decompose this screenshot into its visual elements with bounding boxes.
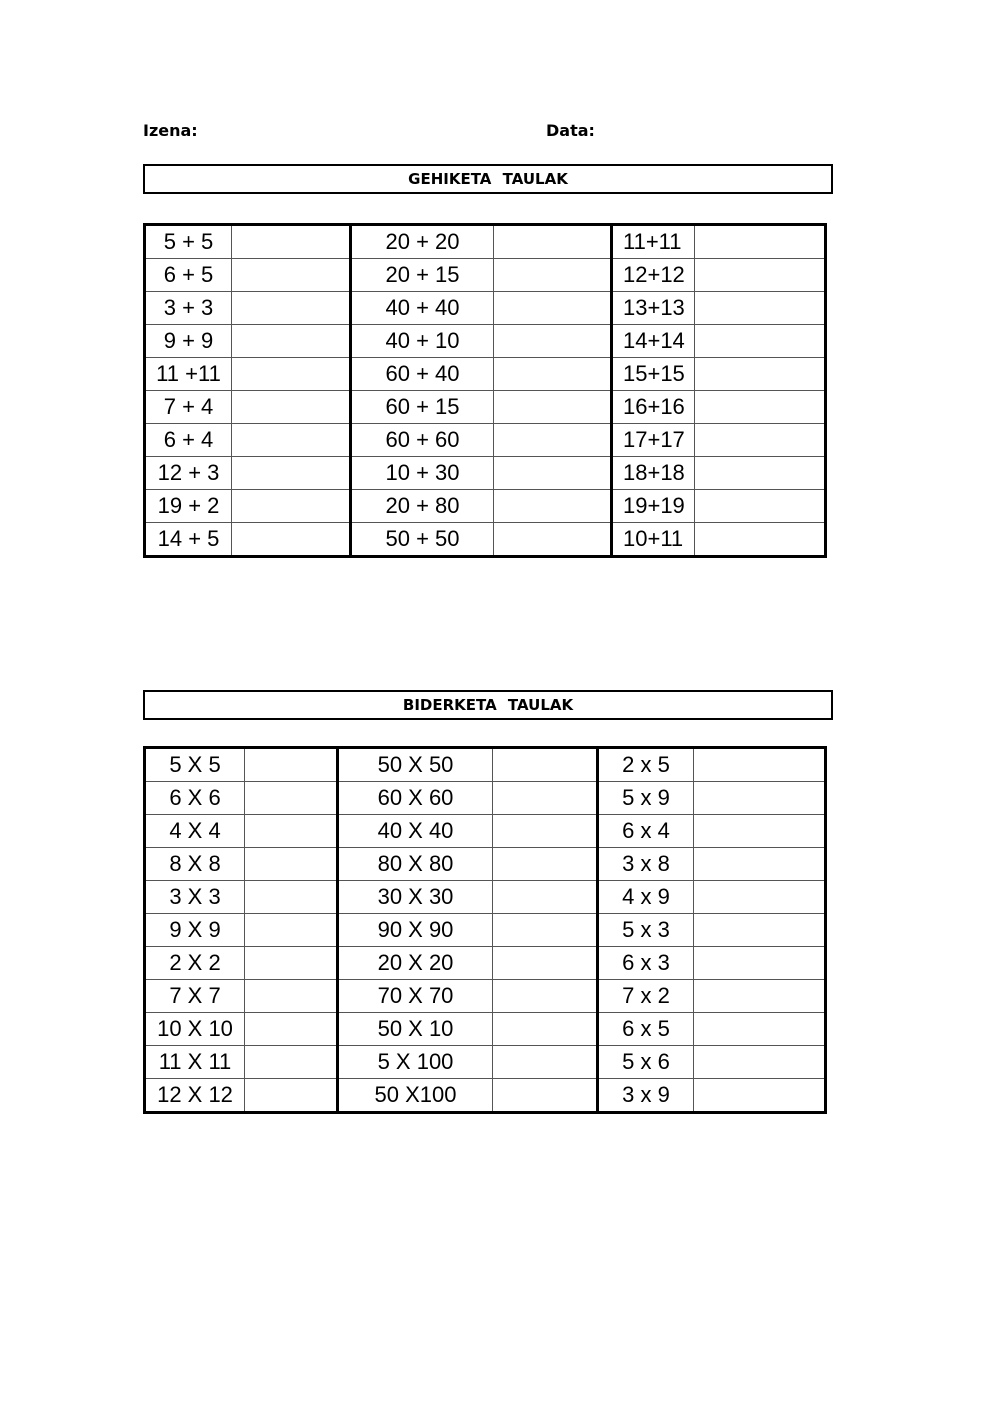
problem-cell: 14 + 5 [145,523,232,557]
problem-cell: 50 + 50 [351,523,494,557]
problem-cell: 5 x 9 [598,782,694,815]
problem-cell: 7 + 4 [145,391,232,424]
table-row [145,848,826,881]
problem-cell: 4 x 9 [598,881,694,914]
problem-cell: 60 + 40 [351,358,494,391]
problem-cell: 6 x 5 [598,1013,694,1046]
addition-table [143,223,827,558]
problem-cell: 3 x 8 [598,848,694,881]
answer-cell[interactable] [695,391,826,424]
problem-cell: 60 + 60 [351,424,494,457]
problem-cell: 6 + 5 [145,259,232,292]
answer-cell[interactable] [493,947,598,980]
problem-cell: 17+17 [612,424,695,457]
table-row [145,457,826,490]
problem-cell: 20 + 15 [351,259,494,292]
answer-cell[interactable] [695,358,826,391]
answer-cell[interactable] [493,848,598,881]
problem-cell: 50 X 10 [338,1013,493,1046]
answer-cell[interactable] [494,292,612,325]
answer-cell[interactable] [493,1046,598,1079]
answer-cell[interactable] [493,1079,598,1113]
problem-cell: 19 + 2 [145,490,232,523]
problem-cell: 6 x 3 [598,947,694,980]
answer-cell[interactable] [494,523,612,557]
answer-cell[interactable] [695,523,826,557]
answer-cell[interactable] [245,1079,338,1113]
answer-cell[interactable] [694,980,826,1013]
answer-cell[interactable] [695,259,826,292]
problem-cell: 60 + 15 [351,391,494,424]
answer-cell[interactable] [493,881,598,914]
answer-cell[interactable] [695,490,826,523]
problem-cell: 60 X 60 [338,782,493,815]
problem-cell: 3 + 3 [145,292,232,325]
table-row [145,292,826,325]
answer-cell[interactable] [232,358,351,391]
problem-cell: 16+16 [612,391,695,424]
answer-cell[interactable] [494,424,612,457]
problem-cell: 70 X 70 [338,980,493,1013]
problem-cell: 12 X 12 [145,1079,245,1113]
problem-cell: 10 X 10 [145,1013,245,1046]
table-row [145,881,826,914]
answer-cell[interactable] [245,1013,338,1046]
problem-cell: 12+12 [612,259,695,292]
answer-cell[interactable] [694,947,826,980]
problem-cell: 40 X 40 [338,815,493,848]
problem-cell: 18+18 [612,457,695,490]
table-row [145,815,826,848]
answer-cell[interactable] [695,225,826,259]
problem-cell: 13+13 [612,292,695,325]
answer-cell[interactable] [695,424,826,457]
answer-cell[interactable] [245,914,338,947]
answer-cell[interactable] [694,1046,826,1079]
answer-cell[interactable] [245,947,338,980]
table-row [145,1013,826,1046]
problem-cell: 11 X 11 [145,1046,245,1079]
answer-cell[interactable] [694,1013,826,1046]
problem-cell: 4 X 4 [145,815,245,848]
problem-cell: 90 X 90 [338,914,493,947]
problem-cell: 5 X 5 [145,748,245,782]
problem-cell: 20 + 20 [351,225,494,259]
table-row [145,748,826,782]
table-row [145,225,826,259]
addition-title: GEHIKETA TAULAK [143,164,833,194]
answer-cell[interactable] [232,457,351,490]
problem-cell: 2 x 5 [598,748,694,782]
problem-cell: 80 X 80 [338,848,493,881]
answer-cell[interactable] [232,225,351,259]
table-row [145,523,826,557]
problem-cell: 20 + 80 [351,490,494,523]
answer-cell[interactable] [493,815,598,848]
table-row [145,358,826,391]
answer-cell[interactable] [493,980,598,1013]
answer-cell[interactable] [493,748,598,782]
problem-cell: 8 X 8 [145,848,245,881]
problem-cell: 40 + 40 [351,292,494,325]
table-row [145,782,826,815]
answer-cell[interactable] [694,815,826,848]
problem-cell: 5 x 3 [598,914,694,947]
table-row [145,391,826,424]
problem-cell: 30 X 30 [338,881,493,914]
name-label: Izena: [143,121,198,140]
problem-cell: 14+14 [612,325,695,358]
problem-cell: 3 x 9 [598,1079,694,1113]
problem-cell: 50 X100 [338,1079,493,1113]
answer-cell[interactable] [694,1079,826,1113]
answer-cell[interactable] [494,225,612,259]
table-row [145,947,826,980]
problem-cell: 11+11 [612,225,695,259]
answer-cell[interactable] [232,259,351,292]
answer-cell[interactable] [694,848,826,881]
answer-cell[interactable] [494,325,612,358]
problem-cell: 5 x 6 [598,1046,694,1079]
answer-cell[interactable] [245,1046,338,1079]
problem-cell: 6 X 6 [145,782,245,815]
problem-cell: 40 + 10 [351,325,494,358]
answer-cell[interactable] [493,1013,598,1046]
problem-cell: 9 + 9 [145,325,232,358]
answer-cell[interactable] [232,292,351,325]
answer-cell[interactable] [232,490,351,523]
problem-cell: 20 X 20 [338,947,493,980]
answer-cell[interactable] [245,815,338,848]
problem-cell: 6 + 4 [145,424,232,457]
answer-cell[interactable] [694,914,826,947]
problem-cell: 2 X 2 [145,947,245,980]
table-row [145,490,826,523]
answer-cell[interactable] [232,523,351,557]
answer-cell[interactable] [494,391,612,424]
answer-cell[interactable] [493,914,598,947]
table-row [145,914,826,947]
answer-cell[interactable] [232,424,351,457]
answer-cell[interactable] [494,457,612,490]
problem-cell: 5 X 100 [338,1046,493,1079]
answer-cell[interactable] [694,748,826,782]
problem-cell: 50 X 50 [338,748,493,782]
problem-cell: 15+15 [612,358,695,391]
multiplication-table [143,746,827,1114]
problem-cell: 3 X 3 [145,881,245,914]
answer-cell[interactable] [494,490,612,523]
answer-cell[interactable] [232,391,351,424]
answer-cell[interactable] [245,881,338,914]
problem-cell: 7 X 7 [145,980,245,1013]
multiplication-title: BIDERKETA TAULAK [143,690,833,720]
answer-cell[interactable] [694,782,826,815]
answer-cell[interactable] [695,457,826,490]
answer-cell[interactable] [494,358,612,391]
table-row [145,1079,826,1113]
problem-cell: 6 x 4 [598,815,694,848]
table-row [145,325,826,358]
answer-cell[interactable] [232,325,351,358]
answer-cell[interactable] [245,980,338,1013]
table-row [145,259,826,292]
answer-cell[interactable] [695,292,826,325]
answer-cell[interactable] [245,782,338,815]
problem-cell: 10+11 [612,523,695,557]
problem-cell: 5 + 5 [145,225,232,259]
problem-cell: 7 x 2 [598,980,694,1013]
problem-cell: 11 +11 [145,358,232,391]
problem-cell: 19+19 [612,490,695,523]
problem-cell: 9 X 9 [145,914,245,947]
answer-cell[interactable] [694,881,826,914]
answer-cell[interactable] [245,848,338,881]
table-row [145,1046,826,1079]
date-label: Data: [546,121,595,140]
answer-cell[interactable] [245,748,338,782]
table-row [145,980,826,1013]
problem-cell: 10 + 30 [351,457,494,490]
answer-cell[interactable] [695,325,826,358]
answer-cell[interactable] [493,782,598,815]
answer-cell[interactable] [494,259,612,292]
problem-cell: 12 + 3 [145,457,232,490]
table-row [145,424,826,457]
